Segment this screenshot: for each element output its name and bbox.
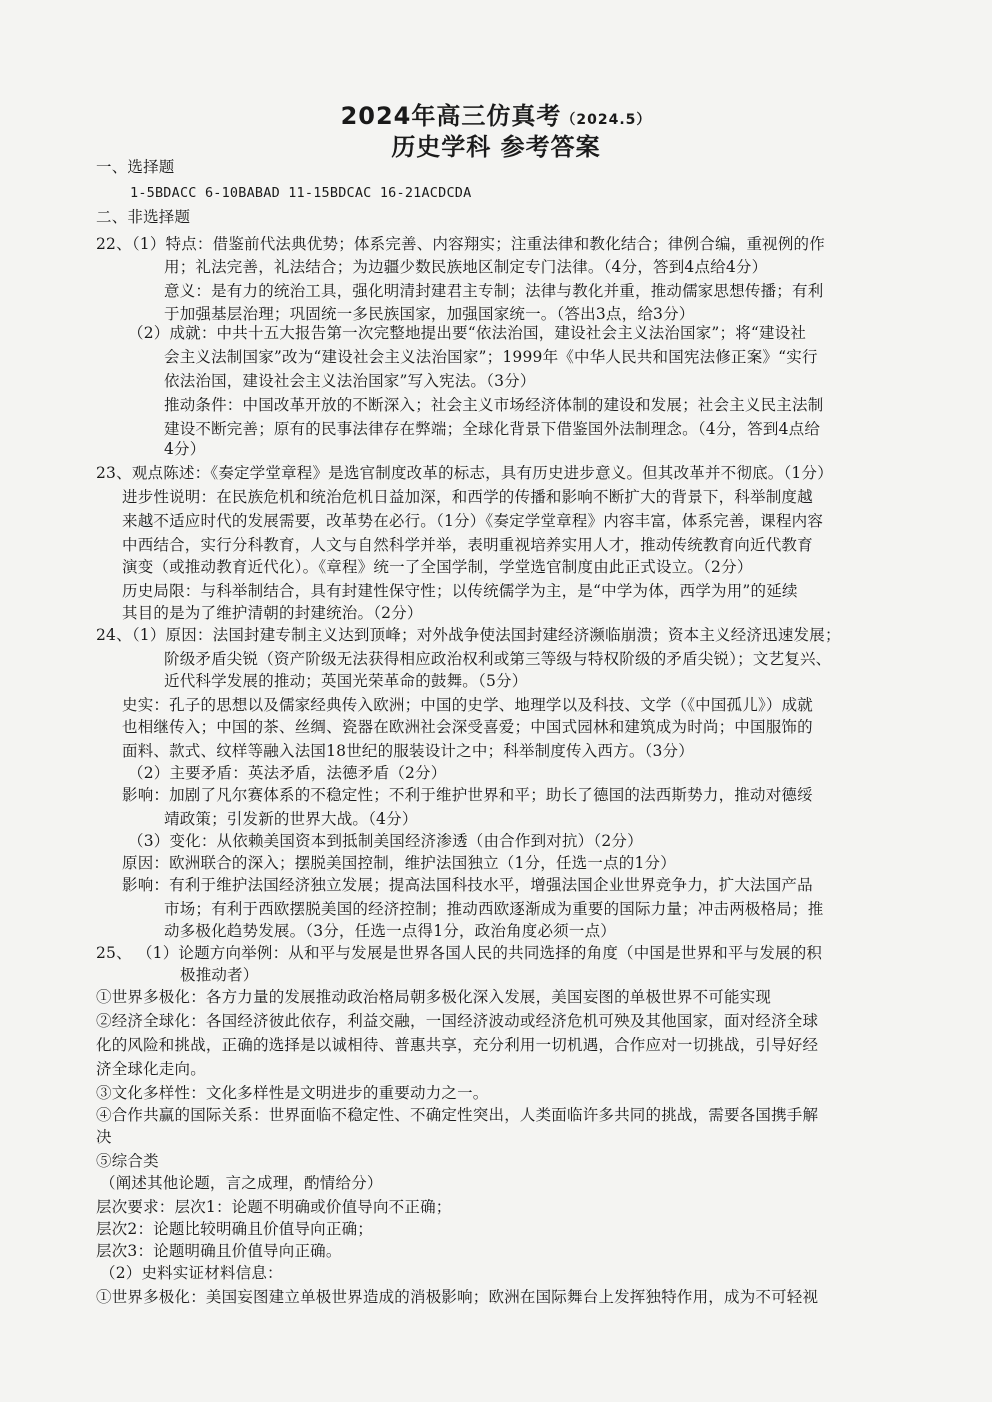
q24-line: （2）主要矛盾：英法矛盾，法德矛盾（2分） [128,764,447,782]
q22-line: 于加强基层治理；巩固统一多民族国家，加强国家统一。（答出3点，给3分） [164,305,695,323]
q25-line: ①世界多极化：美国妄图建立单极世界造成的消极影响；欧洲在国际舞台上发挥独特作用，成为不可轻视 [96,1288,819,1306]
q25-line: 化的风险和挑战，正确的选择是以诚相待、普惠共享，充分利用一切机遇，合作应对一切挑战，引导好经 [96,1036,819,1054]
q25-line: 极推动者） [180,966,259,984]
q22-line: 4分） [164,440,206,458]
q24-line: 动多极化趋势发展。（3分，任选一点得1分，政治角度必须一点） [164,922,616,940]
q23-line: 23、观点陈述：《奏定学堂章程》是选官制度改革的标志，具有历史进步意义。但其改革并不彻底。（1分） [96,464,833,482]
q25-line: ②经济全球化：各国经济彼此依存，利益交融，一国经济波动或经济危机可殃及其他国家，面对经济全球 [96,1012,819,1030]
q25-line: ③文化多样性：文化多样性是文明进步的重要动力之一。 [96,1084,489,1102]
title-main: 2024年高三仿真考 [340,102,562,130]
section-1-heading: 一、选择题 [96,158,175,176]
page-subtitle: 历史学科 参考答案 [391,133,601,161]
q22-line: 推动条件：中国改革开放的不断深入；社会主义市场经济体制的建设和发展；社会主义民主法制 [164,396,824,414]
q22-line: （2）成就：中共十五大报告第一次完整地提出要“依法治国，建设社会主义法治国家”；将“建设社 [128,324,807,342]
q25-line: 济全球化走向。 [96,1060,206,1078]
q25-line: （阐述其他论题，言之成理，酌情给分） [100,1174,383,1192]
q25-line: ①世界多极化：各方力量的发展推动政治格局朝多极化深入发展，美国妄图的单极世界不可能实现 [96,988,772,1006]
q25-line: ⑤综合类 [96,1152,159,1170]
q23-line: 来越不适应时代的发展需要，改革势在必行。（1分）《奏定学堂章程》内容丰富，体系完善，课程内容 [122,512,824,530]
q22-line: 建设不断完善；原有的民事法律存在弊端；全球化背景下借鉴国外法制理念。（4分，答到4点给 [164,420,821,438]
section-2-heading: 二、非选择题 [96,208,191,226]
q24-line: 影响：有利于维护法国经济独立发展；提高法国科技水平，增强法国企业世界竞争力，扩大法国产品 [122,876,813,894]
q24-line: 阶级矛盾尖锐（资产阶级无法获得相应政治权利或第三等级与特权阶级的矛盾尖锐）；文艺复兴、 [164,650,832,668]
q24-line: 原因：欧洲联合的深入；摆脱美国控制，维护法国独立（1分，任选一点的1分） [122,854,676,872]
q24-line: （3）变化：从依赖美国资本到抵制美国经济渗透（由合作到对抗）（2分） [128,832,643,850]
q23-line: 历史局限：与科举制结合，具有封建性保守性；以传统儒学为主，是“中学为体，西学为用”的延续 [122,582,798,600]
q25-line: 决 [96,1128,112,1146]
q22-line: 依法治国，建设社会主义法治国家”写入宪法。（3分） [164,372,536,390]
q25-line: 层次3：论题明确且价值导向正确。 [96,1242,342,1260]
q23-line: 中西结合，实行分科教育，人文与自然科学并举，表明重视培养实用人才，推动传统教育向近代教育 [122,536,813,554]
multiple-choice-answers: 1-5BDACC 6-10BABAD 11-15BDCAC 16-21ACDCDA [130,185,472,201]
q24-line: 24、（1）原因：法国封建专制主义达到顶峰；对外战争使法国封建经济濒临崩溃；资本主义经济迅速发展； [96,626,841,644]
q24-line: 影响：加剧了凡尔赛体系的不稳定性；不利于维护世界和平；助长了德国的法西斯势力，推动对德绥 [122,786,813,804]
title-date: （2024.5） [561,112,652,128]
q24-line: 靖政策；引发新的世界大战。（4分） [164,810,418,828]
q25-line: 层次要求：层次1：论题不明确或价值导向不正确； [96,1198,452,1216]
q22-line: 用；礼法完善，礼法结合；为边疆少数民族地区制定专门法律。（4分，答到4点给4分） [164,258,768,276]
q25-line: 25、 （1）论题方向举例：从和平与发展是世界各国人民的共同选择的角度（中国是世界和平与发展的积 [96,944,823,962]
q24-line: 面料、款式、纹样等融入法国18世纪的服装设计之中；科举制度传入西方。（3分） [122,742,694,760]
q24-line: 史实：孔子的思想以及儒家经典传入欧洲；中国的史学、地理学以及科技、文学（《中国孤儿》）成就 [122,696,814,714]
q23-line: 演变（或推动教育近代化）。《章程》统一了全国学制，学堂选官制度由此正式设立。（2分） [122,558,753,576]
q23-line: 其目的是为了维护清朝的封建统治。（2分） [122,604,423,622]
q22-line: 22、（1）特点：借鉴前代法典优势；体系完善、内容翔实；注重法律和教化结合；律例合编，重视例的作 [96,235,825,253]
q22-line: 会主义法制国家”改为“建设社会主义法治国家”；1999年《中华人民共和国宪法修正案》“实行 [164,348,818,366]
q22-line: 意义：是有力的统治工具，强化明清封建君主专制；法律与教化并重，推动儒家思想传播；有利 [164,282,824,300]
q25-line: 层次2：论题比较明确且价值导向正确； [96,1220,373,1238]
q24-line: 市场；有利于西欧摆脱美国的经济控制；推动西欧逐渐成为重要的国际力量；冲击两极格局；推 [164,900,824,918]
q24-line: 也相继传入；中国的茶、丝绸、瓷器在欧洲社会深受喜爱；中国式园林和建筑成为时尚；中国服饰的 [122,718,813,736]
q23-line: 进步性说明：在民族危机和统治危机日益加深，和西学的传播和影响不断扩大的背景下，科举制度越 [122,488,813,506]
q24-line: 近代科学发展的推动；英国光荣革命的鼓舞。（5分） [164,672,528,690]
page-title [0,96,992,131]
q25-line: （2）史料实证材料信息： [100,1264,283,1282]
q25-line: ④合作共赢的国际关系：世界面临不稳定性、不确定性突出，人类面临许多共同的挑战，需要各国携手解 [96,1106,819,1124]
